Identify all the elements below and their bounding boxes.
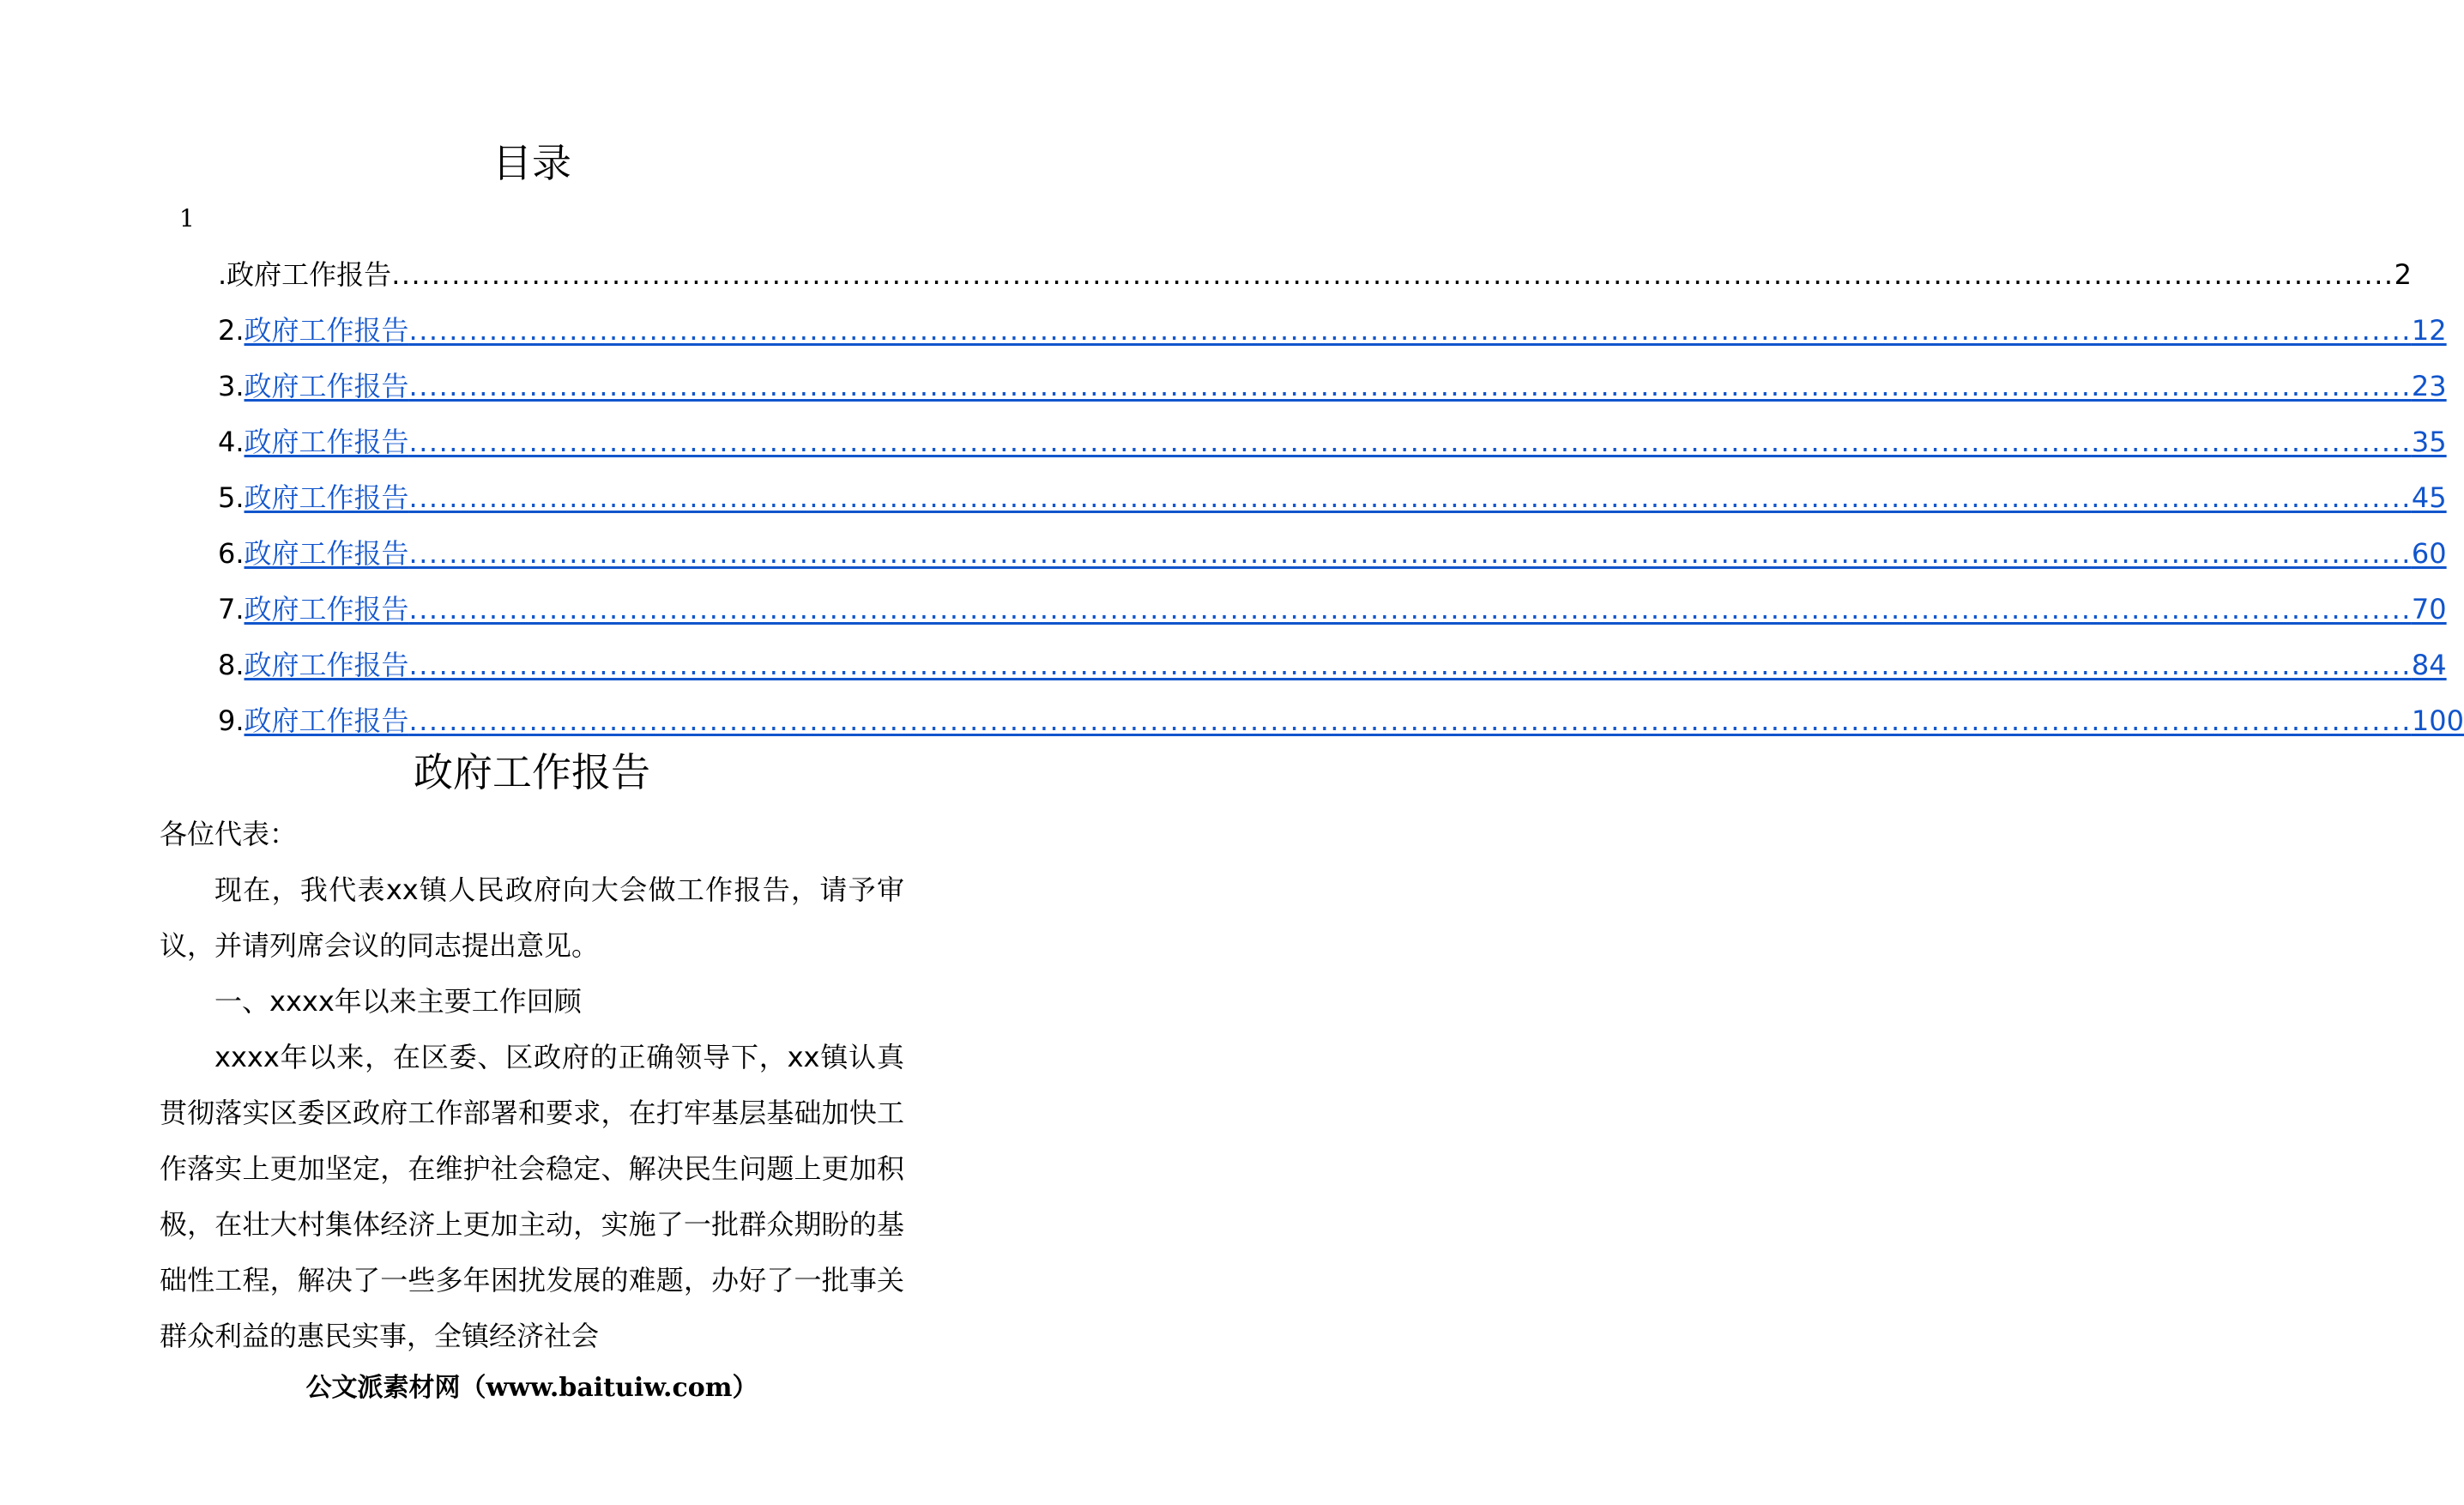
toc-entry[interactable] (218, 366, 2447, 421)
toc-entry-link[interactable] (244, 310, 2447, 351)
toc-marker: 1 (179, 204, 195, 233)
toc-dot-leader: ........................................................................................................................................................................................................ (408, 704, 2412, 737)
toc-entry-label: 政府工作报告 (244, 426, 409, 458)
toc-entry-label: 政府工作报告 (244, 314, 409, 347)
toc-entry (218, 254, 2412, 310)
toc-entry-page-number: 35 (2411, 426, 2447, 458)
toc-dot-leader: ........................................................................................................................................................................................................ (408, 481, 2412, 514)
toc-dot-leader: ........................................................................................................................................................................................................ (408, 314, 2412, 347)
toc-entry-page-number: 70 (2411, 593, 2447, 626)
toc-entry[interactable] (218, 533, 2447, 589)
toc-dot-leader: ........................................................................................................................................................................................................ (391, 258, 2395, 291)
toc-entry-link[interactable] (244, 700, 2464, 741)
toc-entry-page-number: 45 (2411, 481, 2447, 514)
footer-watermark: 公文派素材网（www.baituiw.com） (305, 1373, 758, 1403)
toc-entry-label: 政府工作报告 (244, 704, 409, 737)
toc-entry-number: 9. (218, 704, 245, 737)
body-paragraph: 现在，我代表xx镇人民政府向大会做工作报告，请予审议，并请列席会议的同志提出意见。 (160, 873, 904, 962)
toc-title: 目录 (492, 140, 571, 186)
toc-entry-page-number: 84 (2411, 649, 2447, 681)
toc-entry-number: 6. (218, 537, 245, 570)
toc-entry-number: 4. (218, 426, 245, 458)
toc-entry-label: 政府工作报告 (244, 593, 409, 626)
toc-entry-number: 5. (218, 481, 245, 514)
document-body (160, 807, 904, 1364)
toc-entry-link[interactable] (244, 533, 2447, 574)
toc-entry-page-number: 23 (2411, 370, 2447, 402)
toc-entry-page-number: 2 (2394, 258, 2412, 291)
body-paragraph: xxxx年以来，在区委、区政府的正确领导下，xx镇认真贯彻落实区委区政府工作部署和要求，在打牢基层基础加快工作落实上更加坚定，在维护社会稳定、解决民生问题上更加积极，在壮大村集体经济上更加主动，实施了一批群众期盼的基础性工程，解决了一些多年困扰发展的难题，办好了一批事关群众利益的惠民实事，全镇经济社会 (160, 1041, 904, 1352)
toc-entry[interactable] (218, 589, 2447, 644)
toc-entry-link[interactable] (244, 589, 2447, 630)
toc-entry-page-number: 100 (2411, 704, 2464, 737)
toc-dot-leader: ........................................................................................................................................................................................................ (408, 370, 2412, 402)
toc-list (218, 254, 2464, 756)
toc-entry-page-number: 12 (2411, 314, 2447, 347)
toc-entry-number: 7. (218, 593, 245, 626)
toc-entry[interactable] (218, 477, 2447, 533)
document-title: 政府工作报告 (414, 749, 650, 795)
toc-dot-leader: ........................................................................................................................................................................................................ (408, 537, 2412, 570)
toc-entry-number: 8. (218, 649, 245, 681)
toc-entry[interactable] (218, 310, 2447, 366)
toc-dot-leader: ........................................................................................................................................................................................................ (408, 649, 2412, 681)
section-heading: 一、xxxx年以来主要工作回顾 (214, 985, 582, 1018)
toc-entry[interactable] (218, 644, 2447, 700)
toc-entry-page-number: 60 (2411, 537, 2447, 570)
toc-entry-label: 政府工作报告 (244, 649, 409, 681)
toc-entry-label: .政府工作报告 (218, 258, 392, 291)
toc-entry-link[interactable] (244, 477, 2447, 518)
toc-entry-link[interactable] (244, 366, 2447, 407)
toc-entry[interactable] (218, 421, 2447, 477)
toc-entry-text (218, 254, 2412, 295)
toc-dot-leader: ........................................................................................................................................................................................................ (408, 426, 2412, 458)
toc-entry-label: 政府工作报告 (244, 370, 409, 402)
toc-entry-link[interactable] (244, 644, 2447, 686)
toc-entry-link[interactable] (244, 421, 2447, 462)
toc-entry-number: 2. (218, 314, 245, 347)
toc-entry-number: 3. (218, 370, 245, 402)
toc-entry-label: 政府工作报告 (244, 537, 409, 570)
toc-dot-leader: ........................................................................................................................................................................................................ (408, 593, 2412, 626)
salutation: 各位代表： (160, 818, 298, 850)
toc-entry-label: 政府工作报告 (244, 481, 409, 514)
